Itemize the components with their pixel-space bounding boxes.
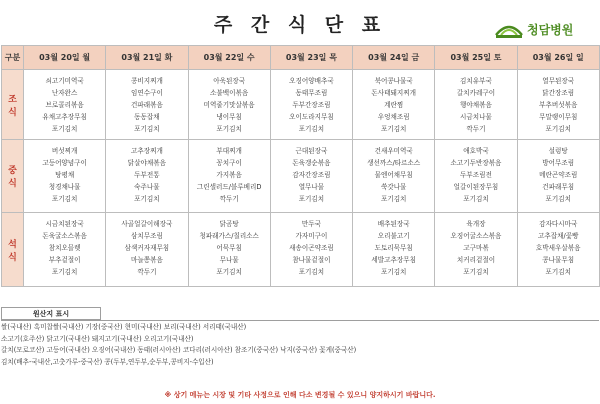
menu-item: 포기김치	[216, 125, 242, 134]
menu-item: 포기김치	[463, 195, 489, 204]
menu-cell	[106, 140, 188, 213]
menu-item: 동동잡채	[134, 113, 160, 122]
menu-item: 포기김치	[380, 195, 407, 204]
header-day: 03월 23일 목	[270, 46, 352, 70]
menu-item: 닭살야채볶음	[127, 159, 166, 168]
dinner-row	[2, 213, 600, 287]
menu-item: 임연수구이	[130, 89, 163, 98]
menu-item: 깍두기	[219, 195, 239, 204]
menu-item: 소고기두반장볶음	[450, 159, 502, 168]
menu-cell	[435, 140, 517, 213]
menu-item: 포기김치	[51, 195, 78, 204]
menu-item: 동태무조림	[295, 89, 328, 98]
menu-item: 탕평채	[55, 171, 75, 180]
header-day: 03월 24일 금	[353, 46, 435, 70]
menu-item: 호박새우살볶음	[535, 244, 581, 253]
menu-item: 포기김치	[463, 268, 489, 277]
meal-label-char: 식	[8, 252, 17, 263]
meal-label	[2, 140, 24, 213]
menu-cell	[24, 70, 106, 140]
menu-item: 깍두기	[466, 125, 486, 134]
menu-item: 두부전통	[134, 171, 160, 180]
hospital-logo-text: 청담병원	[527, 22, 574, 37]
meal-label-char: 식	[8, 107, 17, 118]
menu-item: 갈치카레구이	[456, 89, 496, 98]
header-day: 03월 20일 월	[24, 46, 106, 70]
menu-item: 난자완스	[51, 89, 78, 98]
menu-item: 부추겉절이	[48, 256, 81, 265]
meal-label-char: 식	[8, 179, 17, 189]
menu-cell	[24, 140, 106, 213]
menu-item: 열무된장국	[542, 77, 575, 85]
menu-item: 근대된장국	[295, 147, 328, 155]
menu-cell	[353, 70, 435, 140]
origin-line: 갈치(모로코산) 고등어(국내산) 오징어(국내산) 동태(러시아산) 코다리(러시아산) 참조기(중국산) 낙지(중국산) 꽃게(중국산)	[1, 346, 357, 355]
meal-label-char: 석	[8, 239, 17, 250]
menu-item: 포기김치	[545, 268, 571, 277]
menu-item: 포기김치	[298, 195, 325, 204]
menu-item: 포기김치	[298, 268, 325, 277]
origin-list	[1, 320, 599, 368]
menu-item: 포기김치	[216, 268, 242, 277]
origin-line: 쌀(국내산) 흑미찹쌀(국내산) 기장(중국산) 현미(국내산) 보리(국내산) 서리태(국내산)	[1, 323, 247, 331]
weekly-menu-table	[1, 45, 600, 287]
menu-item: 육개장	[466, 220, 486, 228]
menu-item: 소불백이볶음	[210, 89, 249, 98]
menu-item: 메란곤약조림	[539, 171, 578, 180]
menu-item: 시금치된장국	[45, 220, 84, 228]
menu-item: 건새우미역국	[374, 147, 413, 155]
menu-header-row	[2, 46, 600, 70]
menu-item: 깍두기	[137, 268, 157, 277]
menu-item: 치커리겉절이	[456, 256, 496, 265]
menu-item: 부추버섯볶음	[539, 101, 578, 110]
menu-cell	[270, 140, 352, 213]
menu-item: 김치유부국	[460, 77, 492, 85]
menu-item: 두부조림전	[460, 171, 492, 180]
menu-item: 참나물겉절이	[292, 256, 331, 265]
menu-cell	[435, 70, 517, 140]
menu-item: 닭곰탕	[219, 220, 239, 228]
menu-item: 가지볶음	[216, 171, 242, 180]
menu-cell	[106, 70, 188, 140]
header-day: 03월 26일 일	[517, 46, 599, 70]
menu-item: 설렁탕	[548, 147, 568, 155]
menu-item: 브로콜리볶음	[45, 101, 84, 110]
origin-heading: 원산지 표시	[1, 307, 101, 320]
menu-cell	[270, 70, 352, 140]
menu-item: 냉이무침	[216, 113, 242, 122]
origin-section	[1, 307, 599, 368]
menu-item: 새송이곤약조림	[289, 244, 334, 253]
menu-item: 숙주나물	[134, 183, 160, 192]
menu-item: 콩비지찌개	[130, 77, 163, 85]
menu-item: 얼갈이된장무침	[453, 183, 499, 192]
menu-item: 쇠고기미역국	[45, 77, 84, 85]
menu-item: 돈육굴소스볶음	[42, 232, 87, 241]
menu-item: 포기김치	[380, 125, 407, 134]
menu-item: 포기김치	[380, 268, 407, 277]
menu-item: 사골얼갈이해장국	[121, 220, 173, 228]
menu-cell	[106, 213, 188, 287]
menu-item: 열무나물	[298, 183, 325, 192]
menu-item: 행야채볶음	[460, 101, 492, 110]
header-gubun: 구분	[2, 46, 24, 70]
menu-item: 그린샐러드/블루베리D	[196, 183, 262, 192]
breakfast-row	[2, 70, 600, 140]
menu-item: 애호박국	[463, 147, 489, 155]
menu-cell	[435, 213, 517, 287]
menu-item: 돈육갱순볶음	[292, 159, 331, 168]
meal-label-char: 조	[8, 94, 17, 105]
menu-item: 마늘쫑볶음	[130, 256, 163, 265]
menu-item: 포기김치	[51, 268, 78, 277]
menu-item: 고등어양념구이	[42, 159, 87, 168]
menu-item: 건파래볶음	[130, 101, 163, 110]
lunch-row	[2, 140, 600, 213]
menu-item: 오이도라지무침	[289, 113, 334, 122]
notice-text: ※ 상기 메뉴는 시장 및 기타 사정으로 인해 다소 변경될 수 있으니 양지하시기 바랍니다.	[164, 391, 436, 399]
menu-cell	[188, 70, 270, 140]
menu-item: 만두국	[301, 220, 321, 228]
menu-item: 아욱된장국	[213, 77, 246, 85]
menu-item: 포기김치	[545, 125, 571, 134]
menu-cell	[188, 213, 270, 287]
menu-cell	[517, 140, 599, 213]
menu-item: 어묵무침	[216, 244, 242, 253]
menu-item: 방어무조림	[542, 159, 575, 168]
menu-item: 고구마볶	[463, 244, 489, 253]
menu-item: 물엔어채무침	[374, 171, 413, 180]
menu-item: 우엉채조림	[377, 113, 410, 122]
menu-cell	[517, 70, 599, 140]
menu-cell	[270, 213, 352, 287]
meal-label	[2, 70, 24, 140]
menu-item: 북어콩나물국	[374, 77, 413, 85]
meal-label-char: 중	[8, 166, 17, 176]
menu-item: 시금치나물	[460, 113, 492, 122]
header-day: 03월 22일 수	[188, 46, 270, 70]
menu-item: 배추된장국	[377, 220, 410, 228]
menu-item: 오징어양배추국	[289, 77, 334, 85]
meal-label	[2, 213, 24, 287]
menu-item: 포기김치	[298, 125, 325, 134]
menu-item: 유채고추장무침	[42, 113, 87, 122]
menu-item: 청경채나물	[48, 183, 81, 192]
menu-item: 고추장찌개	[130, 147, 163, 155]
header-day: 03월 25일 토	[435, 46, 517, 70]
menu-item: 포기김치	[545, 195, 571, 204]
menu-cell	[353, 140, 435, 213]
menu-item: 도토리묵무침	[374, 244, 413, 253]
menu-cell	[24, 213, 106, 287]
menu-item: 세발고추장무침	[371, 256, 416, 265]
menu-item: 오리불고기	[377, 232, 410, 241]
menu-item: 꽁치구이	[216, 159, 242, 168]
menu-item: 감자간장조림	[292, 171, 331, 180]
menu-item: 무나물	[219, 256, 239, 265]
menu-item: 버섯찌개	[51, 147, 78, 155]
menu-item: 청파래가스/칠리소스	[199, 232, 259, 241]
menu-item: 무말랭이무침	[539, 113, 578, 122]
menu-cell	[517, 213, 599, 287]
menu-cell	[353, 213, 435, 287]
menu-item: 오징어굴소스볶음	[450, 232, 502, 241]
menu-item: 계란찜	[384, 101, 404, 110]
menu-item: 참치오믈렛	[48, 244, 81, 253]
menu-item: 닭간장조림	[542, 89, 575, 98]
menu-item: 생선까스/타르소스	[367, 159, 421, 168]
origin-line: 김치(배추-국내산,고춧가루-중국산) 콩(두부,연두부,순두부,콩비지-수입산)	[1, 357, 214, 366]
menu-item: 포기김치	[134, 125, 160, 134]
menu-cell	[188, 140, 270, 213]
page-title: 주 간 식 단 표	[213, 14, 387, 36]
menu-item: 삼치무조림	[130, 232, 163, 241]
header-day: 03월 21일 화	[106, 46, 188, 70]
menu-item: 쑥갓나물	[380, 183, 407, 192]
menu-item: 두부간장조림	[292, 101, 331, 110]
menu-item: 삼색커자재무침	[124, 244, 170, 253]
menu-item: 고추잡채/꽃빵	[538, 232, 579, 241]
menu-item: 포기김치	[134, 195, 160, 204]
menu-item: 가자미구이	[295, 232, 328, 241]
menu-item: 부대찌개	[216, 147, 242, 155]
menu-item: 건파래무침	[542, 183, 575, 192]
hospital-logo-icon	[494, 19, 524, 39]
menu-item: 감자다시마국	[539, 220, 578, 228]
menu-item: 포기김치	[51, 125, 78, 134]
origin-line: 소고기(호주산) 닭고기(국내산) 돼지고기(국내산) 오리고기(국내산)	[1, 334, 194, 343]
menu-item: 콩나물무침	[542, 256, 575, 265]
menu-item: 돈사태돼지찌개	[371, 89, 416, 98]
hospital-logo	[494, 18, 594, 40]
menu-item: 미역줄기맛살볶음	[203, 101, 255, 110]
